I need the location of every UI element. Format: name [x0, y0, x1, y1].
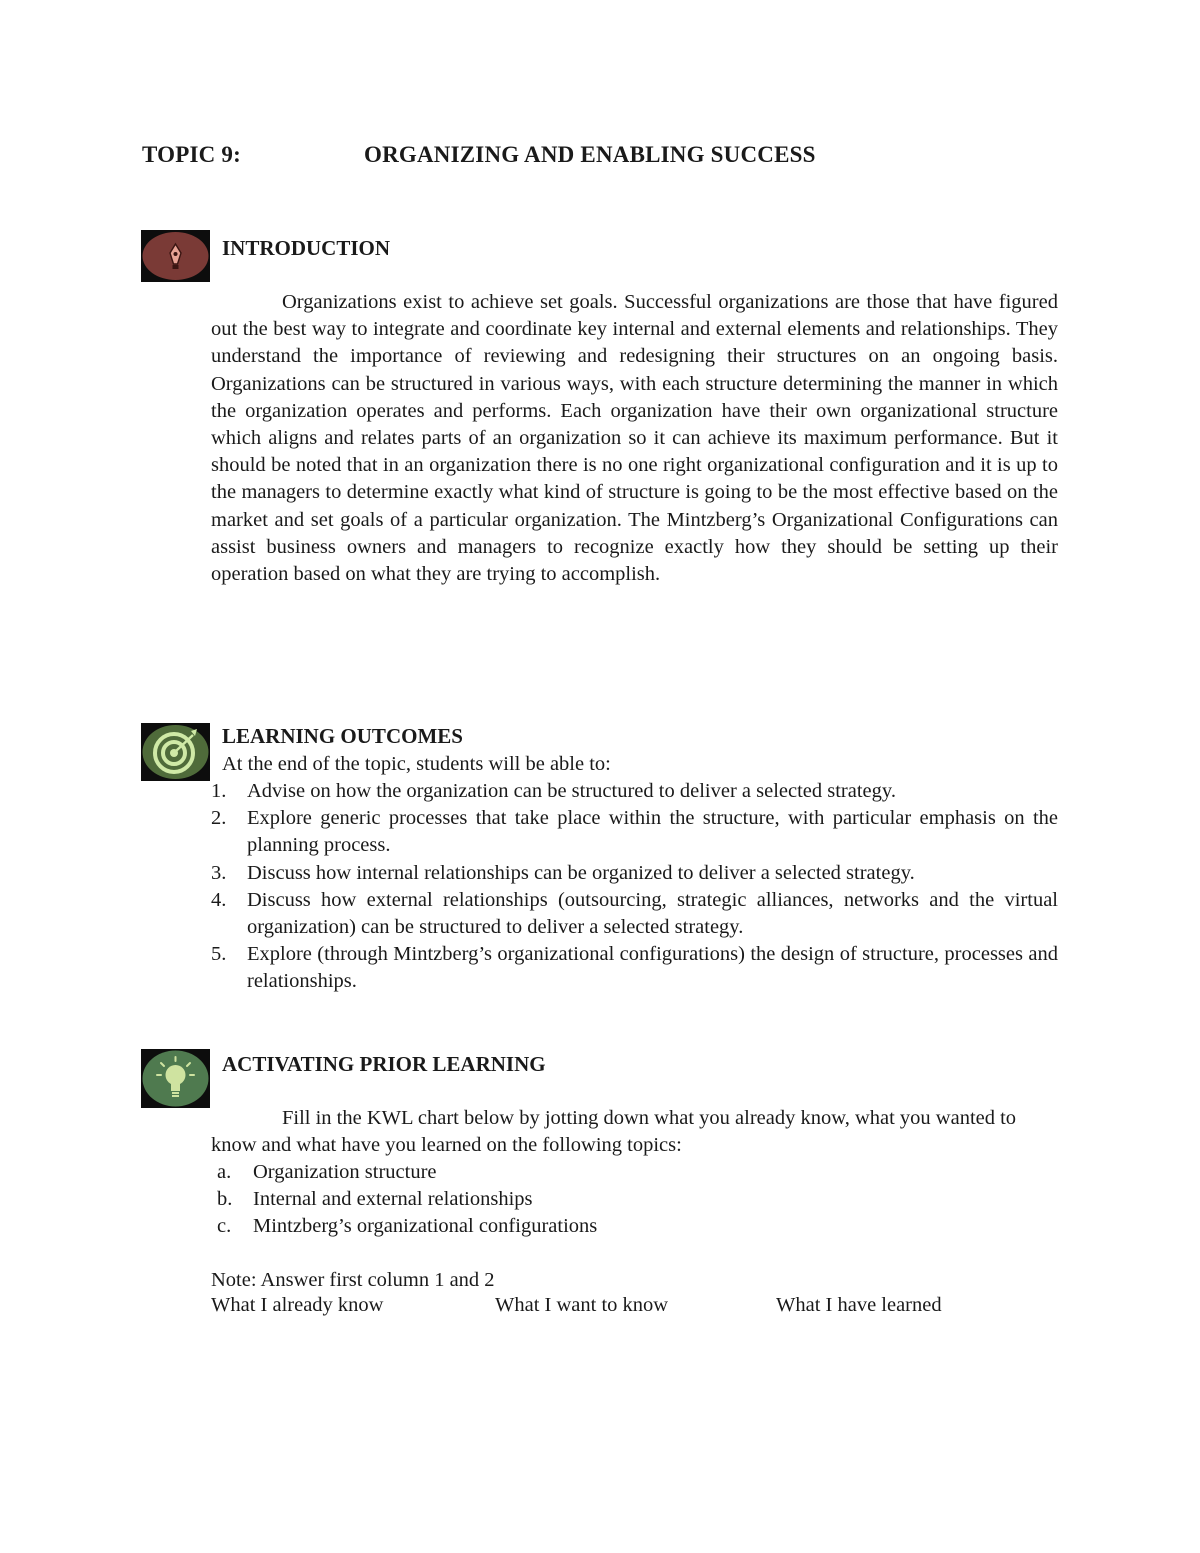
topic-name: ORGANIZING AND ENABLING SUCCESS: [364, 142, 816, 167]
introduction-paragraph: Organizations exist to achieve set goals. Successful organizations are those that have figured out the best way to integrate and coordinate key internal and external elements and relationships. They understand the importance of reviewing and redesigning their structures on an ongoing basis. Organizations can be structured in various ways, with each structure determining the manner in which the organization operates and performs. Each organization have their own organizational structure which aligns and relates parts of an organization so it can achieve its maximum performance. But it should be noted that in an organization there is no one right organizational configuration and it is up to the managers to determine exactly what kind of structure is going to be the most effective based on the market and set goals of a particular organization. The Mintzberg’s Organizational Configurations can assist business owners and managers to recognize exactly how they should be setting up their operation based on what they are trying to accomplish.: [211, 291, 1058, 586]
kwl-column-want: What I want to know: [495, 1294, 669, 1316]
list-item-text: Explore generic processes that take place within the structure, with particular emphasis on the planning process.: [247, 807, 1058, 857]
list-item-text: Mintzberg’s organizational configurations: [253, 1215, 598, 1238]
list-item-number: 3.: [211, 861, 227, 884]
list-item: [211, 1186, 597, 1213]
list-item-text: Internal and external relationships: [253, 1188, 533, 1211]
prior-learning-paragraph: Fill in the KWL chart below by jotting down what you already know, what you wanted to know and what have you learned on the following topics:: [211, 1107, 1017, 1157]
list-item-text: Advise on how the organization can be structured to deliver a selected strategy.: [247, 780, 896, 802]
kwl-topics-list: [211, 1159, 597, 1241]
list-item: [211, 941, 1058, 995]
lightbulb-icon: [141, 1049, 210, 1108]
list-item-number: 4.: [211, 888, 227, 911]
page-title: [142, 142, 816, 168]
kwl-note: Note: Answer first column 1 and 2: [211, 1269, 495, 1291]
list-item-letter: b.: [217, 1188, 233, 1211]
list-item: [211, 778, 1058, 805]
pen-nib-icon: [141, 230, 210, 282]
list-item-text: Discuss how internal relationships can be organized to deliver a selected strategy.: [247, 861, 915, 884]
learning-outcomes-heading: LEARNING OUTCOMES: [222, 724, 463, 748]
list-item-number: 1.: [211, 780, 227, 802]
list-item-text: Discuss how external relationships (outsourcing, strategic alliances, networks and the virtual organization) can be structured to deliver a selected strategy.: [247, 888, 1058, 939]
list-item: [211, 860, 1058, 887]
topic-number: TOPIC 9:: [142, 142, 241, 167]
list-item-letter: c.: [217, 1215, 232, 1238]
kwl-column-learned: What I have learned: [776, 1294, 942, 1316]
list-item-text: Organization structure: [253, 1161, 437, 1183]
target-icon: [141, 723, 210, 781]
introduction-heading: INTRODUCTION: [222, 236, 391, 260]
list-item: [211, 1213, 597, 1240]
list-item-letter: a.: [217, 1161, 232, 1183]
kwl-column-know: What I already know: [211, 1294, 384, 1316]
list-item-text: Explore (through Mintzberg’s organizational configurations) the design of structure, processes and relationships.: [247, 943, 1058, 993]
list-item: [211, 1159, 597, 1186]
list-item: [211, 805, 1058, 859]
list-item: [211, 887, 1058, 941]
list-item-number: 5.: [211, 943, 227, 966]
learning-outcomes-list: [211, 778, 1058, 996]
list-item-number: 2.: [211, 807, 227, 830]
learning-outcomes-intro: At the end of the topic, students will be able to:: [222, 753, 611, 775]
prior-learning-heading: ACTIVATING PRIOR LEARNING: [222, 1052, 546, 1076]
